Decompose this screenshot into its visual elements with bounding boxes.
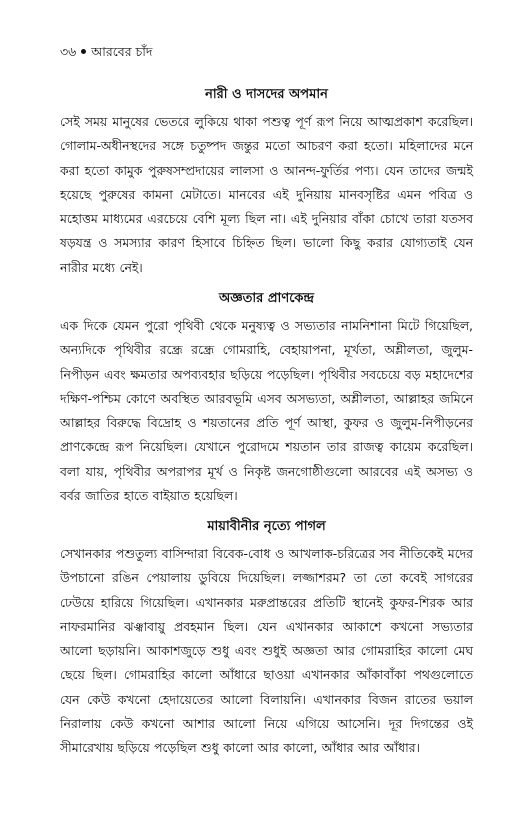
- book-title: আরবের চাঁদ: [91, 44, 153, 59]
- bullet-separator-icon: [81, 49, 86, 54]
- section-body: সেই সময় মানুষের ভেতরে লুকিয়ে থাকা পশুত্ব পূর্ণ রূপ নিয়ে আত্মপ্রকাশ করেছিল। গোলাম-অধীনস্থদের সঙ্গে চতুষ্পদ জন্তুর মতো আচরণ করা হতো। মহিলাদের মনে করা হতো কামুক পুরুষসম্প্রদায়ের লালসা ও আনন্দ-ফুর্তির পণ্য। যেন তাদের জন্মই হয়েছে পুরুষের কামনা মেটাতে। মানবের এই দুনিয়ায় মানবসৃষ্টির এমন পবিত্র ও মহোত্তম মাধ্যমের এরচেয়ে বেশি মূল্য ছিল না। এই দুনিয়ার বাঁকা চোখে তারা যতসব ষড়যন্ত্র ও সমস্যার কারণ হিসাবে চিহ্নিত ছিল। ভালো কিছু করার যোগ্যতাই যেন নারীর মধ্যে নেই।: [60, 114, 473, 275]
- section-heading: মায়াবীনীর নৃত্যে পাগল: [207, 519, 326, 534]
- page-number: ৩৬: [60, 44, 77, 59]
- section-center-of-ignorance: [60, 290, 473, 508]
- section-body: এক দিকে যেমন পুরো পৃথিবী থেকে মনুষ্যত্ব ও সভ্যতার নামনিশানা মিটে গিয়েছিল, অন্যদিকে পৃথিবীর রন্ধ্রে রন্ধ্রে গোমরাহি, বেহায়াপনা, মূর্খতা, অশ্লীলতা, জুলুম-নিপীড়ন এবং ক্ষমতার অপব্যবহার ছড়িয়ে পড়েছিল। পৃথিবীর সবচেয়ে বড় মহাদেশের দক্ষিণ-পশ্চিম কোণে অবস্থিত আরবভূমি এসব অসভ্যতা, অশ্লীলতা, আল্লাহর জমিনে আল্লাহর বিরুদ্ধে বিদ্রোহ ও শয়তানের প্রতি পূর্ণ আস্থা, কুফর ও জুলুম-নিপীড়নের প্রাণকেন্দ্রে রূপ নিয়েছিল। যেখানে পুরোদমে শয়তান তার রাজত্ব কায়েম করেছিল। বলা যায়, পৃথিবীর অপরাপর মূর্খ ও নিকৃষ্ট জনগোষ্ঠীগুলো আরবের এই অসভ্য ও বর্বর জাতির হাতে বাইয়াত হয়েছিল।: [60, 318, 473, 504]
- section-heading: নারী ও দাসদের অপমান: [205, 87, 328, 102]
- section-heading: অজ্ঞতার প্রাণকেন্দ্র: [218, 291, 315, 306]
- running-head: [60, 44, 153, 60]
- section-body: সেখানকার পশুতুল্য বাসিন্দারা বিবেক-বোধ ও আখলাক-চরিত্রের সব নীতিকেই মদের উপচানো রঙিন পেয়ালায় ডুবিয়ে দিয়েছিল। লজ্জাশরম? তা তো কবেই সাগরের ঢেউয়ে হারিয়ে গিয়েছিল। এখানকার মরুপ্রান্তরের প্রতিটি স্থানেই কুফর-শিরক আর নাফরমানির ঝঞ্ঝাবায়ু প্রবহমান ছিল। যেন এখানকার আকাশে কখনো সভ্যতার আলো ছড়ায়নি। আকাশজুড়ে শুধু এবং শুধুই অজ্ঞতা আর গোমরাহির কালো মেঘ ছেয়ে ছিল। গোমরাহির কালো আঁধারে ছাওয়া এখানকার আঁকাবাঁকা পথগুলোতে যেন কেউ কখনো হেদায়েতের আলো বিলায়নি। এখানকার বিজন রাতের ভয়াল নিরালায় কেউ কখনো আশার আলো নিয়ে এগিয়ে আসেনি। দূর দিগন্তের ওই সীমারেখায় ছড়িয়ে পড়েছিল শুধু কালো আর কালো, আঁধার আর আঁধার।: [60, 546, 473, 756]
- section-women-and-slaves: [60, 86, 473, 280]
- section-mad-dance: [60, 518, 473, 761]
